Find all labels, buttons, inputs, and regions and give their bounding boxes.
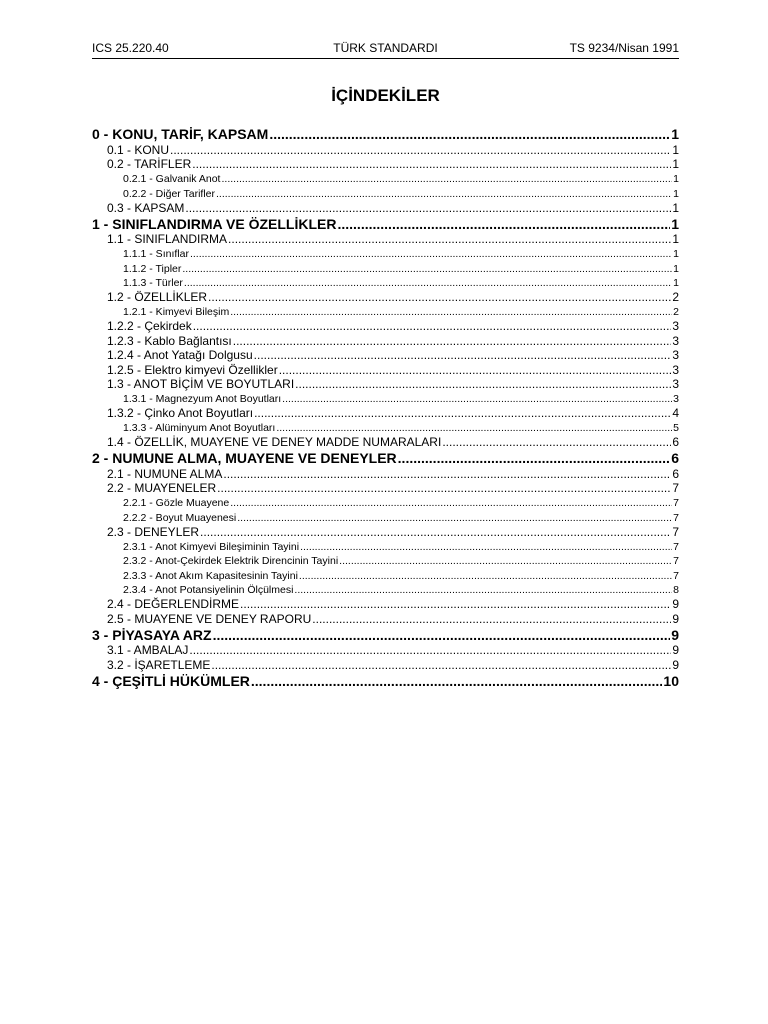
toc-entry-page: 6	[672, 466, 679, 481]
toc-entry-label: 0 - KONU, TARİF, KAPSAM	[92, 126, 269, 142]
toc-entry-page: 9	[672, 643, 679, 657]
toc-entry-label: 0.2.1 - Galvanik Anot	[123, 173, 221, 185]
toc-entry[interactable]	[92, 260, 679, 275]
toc-entry-page: 9	[671, 626, 679, 643]
toc-entry-label: 1.2.2 - Çekirdek	[107, 319, 192, 333]
dot-leader	[237, 513, 672, 524]
dot-leader	[254, 349, 672, 361]
toc-entry[interactable]	[92, 465, 679, 480]
dot-leader	[182, 264, 672, 275]
toc-entry[interactable]	[92, 361, 679, 376]
toc-entry-label: 1.3 - ANOT BİÇİM VE BOYUTLARI	[107, 377, 295, 391]
toc-entry[interactable]	[92, 376, 679, 391]
toc-entry-page: 7	[673, 569, 679, 582]
toc-entry[interactable]	[92, 274, 679, 289]
toc-entry-label: 2.5 - MUAYENE VE DENEY RAPORU	[107, 611, 312, 626]
toc-entry-page: 7	[673, 540, 679, 553]
dot-leader	[185, 202, 671, 214]
toc-entry-label: 2.1 - NUMUNE ALMA	[107, 466, 223, 481]
toc-entry[interactable]	[92, 289, 679, 304]
toc-entry[interactable]	[92, 567, 679, 582]
toc-entry-page: 8	[673, 584, 679, 596]
toc-entry-page: 9	[672, 611, 679, 626]
dot-leader	[295, 378, 671, 390]
toc-entry[interactable]	[92, 625, 679, 642]
toc-entry-label: 1.3.1 - Magnezyum Anot Boyutları	[123, 393, 282, 405]
toc-entry-page: 1	[672, 200, 679, 215]
standard-name: TÜRK STANDARDI	[333, 41, 438, 55]
dot-leader	[282, 394, 672, 405]
toc-entry[interactable]	[92, 405, 679, 420]
toc-entry-label: 2.3.4 - Anot Potansiyelinin Ölçülmesi	[123, 584, 294, 596]
toc-entry-page: 2	[673, 306, 679, 318]
toc-entry[interactable]	[92, 185, 679, 200]
dot-leader	[200, 526, 671, 538]
dot-leader	[339, 556, 672, 567]
toc-entry-label: 1.1.1 - Sınıflar	[123, 248, 189, 260]
toc-entry-page: 7	[673, 555, 679, 567]
toc-entry-label: 2.3.3 - Anot Akım Kapasitesinin Tayini	[123, 569, 298, 582]
dot-leader	[190, 249, 672, 260]
page-header	[92, 40, 679, 59]
toc-entry-page: 1	[673, 187, 679, 200]
toc-entry-page: 1	[672, 157, 679, 171]
toc-entry-page: 3	[672, 348, 679, 362]
toc-entry-label: 3 - PİYASAYA ARZ	[92, 626, 212, 643]
toc-entry[interactable]	[92, 303, 679, 318]
dot-leader	[240, 598, 671, 610]
toc-entry[interactable]	[92, 214, 679, 231]
dot-leader	[299, 571, 672, 582]
toc-entry-label: 4 - ÇEŞİTLİ HÜKÜMLER	[92, 672, 250, 689]
toc-entry[interactable]	[92, 552, 679, 567]
toc-entry-page: 1	[673, 262, 679, 275]
toc-entry-label: 1.2.4 - Anot Yatağı Dolgusu	[107, 348, 253, 362]
toc-entry[interactable]	[92, 332, 679, 347]
dot-leader	[193, 320, 672, 332]
toc-entry[interactable]	[92, 538, 679, 553]
toc-entry-page: 7	[672, 524, 679, 539]
toc-entry-label: 0.3 - KAPSAM	[107, 200, 185, 215]
dot-leader	[294, 585, 672, 596]
dot-leader	[228, 233, 671, 245]
toc-entry-label: 1.2 - ÖZELLİKLER	[107, 290, 208, 304]
toc-entry-label: 2.4 - DEĞERLENDİRME	[107, 597, 240, 611]
toc-entry-label: 3.2 - İŞARETLEME	[107, 657, 211, 672]
toc-entry[interactable]	[92, 170, 679, 185]
toc-entry-page: 6	[671, 450, 679, 466]
dot-leader	[221, 174, 672, 185]
toc-entry[interactable]	[92, 494, 679, 509]
toc-entry[interactable]	[92, 347, 679, 362]
dot-leader	[184, 278, 672, 289]
toc-entry-label: 1.2.3 - Kablo Bağlantısı	[107, 333, 232, 348]
dot-leader	[276, 423, 672, 434]
toc-entry[interactable]	[92, 448, 679, 465]
toc-entry[interactable]	[92, 245, 679, 260]
toc-entry[interactable]	[92, 318, 679, 333]
dot-leader	[337, 217, 670, 231]
dot-leader	[208, 291, 671, 303]
toc-entry-label: 1 - SINIFLANDIRMA VE ÖZELLİKLER	[92, 215, 337, 232]
toc-entry[interactable]	[92, 581, 679, 596]
toc-entry-page: 1	[672, 142, 679, 157]
toc-entry-page: 7	[673, 511, 679, 524]
toc-entry-page: 7	[672, 481, 679, 495]
dot-leader	[189, 644, 671, 656]
toc-entry[interactable]	[92, 156, 679, 171]
toc-entry-label: 1.1.2 - Tipler	[123, 262, 182, 275]
toc-entry[interactable]	[92, 610, 679, 625]
dot-leader	[230, 307, 672, 318]
toc-entry-label: 1.3.2 - Çinko Anot Boyutları	[107, 406, 254, 420]
dot-leader	[216, 189, 672, 200]
toc-entry-label: 0.2 - TARİFLER	[107, 157, 192, 171]
toc-entry-label: 2.2 - MUAYENELER	[107, 481, 217, 495]
toc-entry-label: 1.1.3 - Türler	[123, 277, 183, 289]
dot-leader	[223, 468, 671, 480]
toc-entry[interactable]	[92, 124, 679, 141]
toc-entry-page: 10	[663, 672, 679, 689]
dot-leader	[217, 482, 671, 494]
dot-leader	[300, 542, 672, 553]
toc-entry-label: 1.2.1 - Kimyevi Bileşim	[123, 306, 230, 318]
toc-entry-label: 2.3.1 - Anot Kimyevi Bileşiminin Tayini	[123, 540, 300, 553]
dot-leader	[312, 613, 671, 625]
toc-entry-page: 2	[672, 290, 679, 304]
toc-entry[interactable]	[92, 231, 679, 246]
dot-leader	[170, 144, 671, 156]
dot-leader	[279, 364, 672, 376]
toc-entry-page: 9	[672, 657, 679, 672]
ics-code: ICS 25.220.40	[92, 41, 169, 55]
toc-entry[interactable]	[92, 419, 679, 434]
dot-leader	[213, 628, 671, 642]
toc-entry[interactable]	[92, 656, 679, 671]
toc-entry-page: 9	[672, 597, 679, 611]
toc-entry[interactable]	[92, 671, 679, 688]
toc-entry[interactable]	[92, 509, 679, 524]
dot-leader	[254, 407, 671, 419]
dot-leader	[233, 335, 672, 347]
toc-entry-page: 6	[672, 435, 679, 449]
dot-leader	[269, 127, 670, 141]
toc-entry[interactable]	[92, 596, 679, 611]
dot-leader	[192, 158, 671, 170]
toc-entry-label: 0.2.2 - Diğer Tarifler	[123, 187, 216, 200]
dot-leader	[211, 659, 671, 671]
toc-entry[interactable]	[92, 199, 679, 214]
dot-leader	[398, 451, 671, 465]
toc-entry[interactable]	[92, 642, 679, 657]
toc-entry-label: 3.1 - AMBALAJ	[107, 643, 189, 657]
toc-entry-page: 3	[673, 393, 679, 405]
toc-entry-label: 2.2.2 - Boyut Muayenesi	[123, 511, 237, 524]
toc-entry[interactable]	[92, 480, 679, 495]
toc-entry-page: 1	[672, 232, 679, 246]
toc-entry-page: 3	[672, 319, 679, 333]
toc-entry-page: 3	[672, 377, 679, 391]
dot-leader	[230, 498, 672, 509]
toc-entry-page: 5	[673, 422, 679, 434]
toc-entry[interactable]	[92, 390, 679, 405]
toc-entry[interactable]	[92, 523, 679, 538]
toc-entry-page: 4	[672, 406, 679, 420]
toc-entry-label: 2.3 - DENEYLER	[107, 524, 200, 539]
toc-entry-page: 1	[671, 126, 679, 142]
standard-number: TS 9234/Nisan 1991	[569, 41, 679, 55]
toc-entry[interactable]	[92, 434, 679, 449]
toc-entry-label: 1.4 - ÖZELLİK, MUAYENE VE DENEY MADDE NUMARALARI	[107, 435, 442, 449]
toc-entry-label: 2.3.2 - Anot-Çekirdek Elektrik Direncinin Tayini	[123, 555, 339, 567]
toc-entry-page: 1	[673, 173, 679, 185]
toc-entry[interactable]	[92, 141, 679, 156]
toc-entry-label: 1.2.5 - Elektro kimyevi Özellikler	[107, 362, 278, 377]
page-title: İÇİNDEKİLER	[331, 86, 440, 105]
toc-entry-page: 1	[673, 248, 679, 260]
toc-entry-page: 1	[673, 277, 679, 289]
dot-leader	[251, 674, 663, 688]
toc-entry-label: 2 - NUMUNE ALMA, MUAYENE VE DENEYLER	[92, 450, 397, 466]
table-of-contents	[92, 124, 679, 688]
toc-entry-page: 7	[673, 497, 679, 509]
toc-entry-page: 3	[672, 333, 679, 348]
toc-entry-label: 0.1 - KONU	[107, 142, 170, 157]
dot-leader	[442, 436, 671, 448]
toc-entry-page: 3	[672, 362, 679, 377]
toc-entry-label: 1.3.3 - Alüminyum Anot Boyutları	[123, 422, 276, 434]
toc-entry-page: 1	[671, 215, 679, 232]
toc-entry-label: 2.2.1 - Gözle Muayene	[123, 497, 230, 509]
toc-entry-label: 1.1 - SINIFLANDIRMA	[107, 232, 228, 246]
